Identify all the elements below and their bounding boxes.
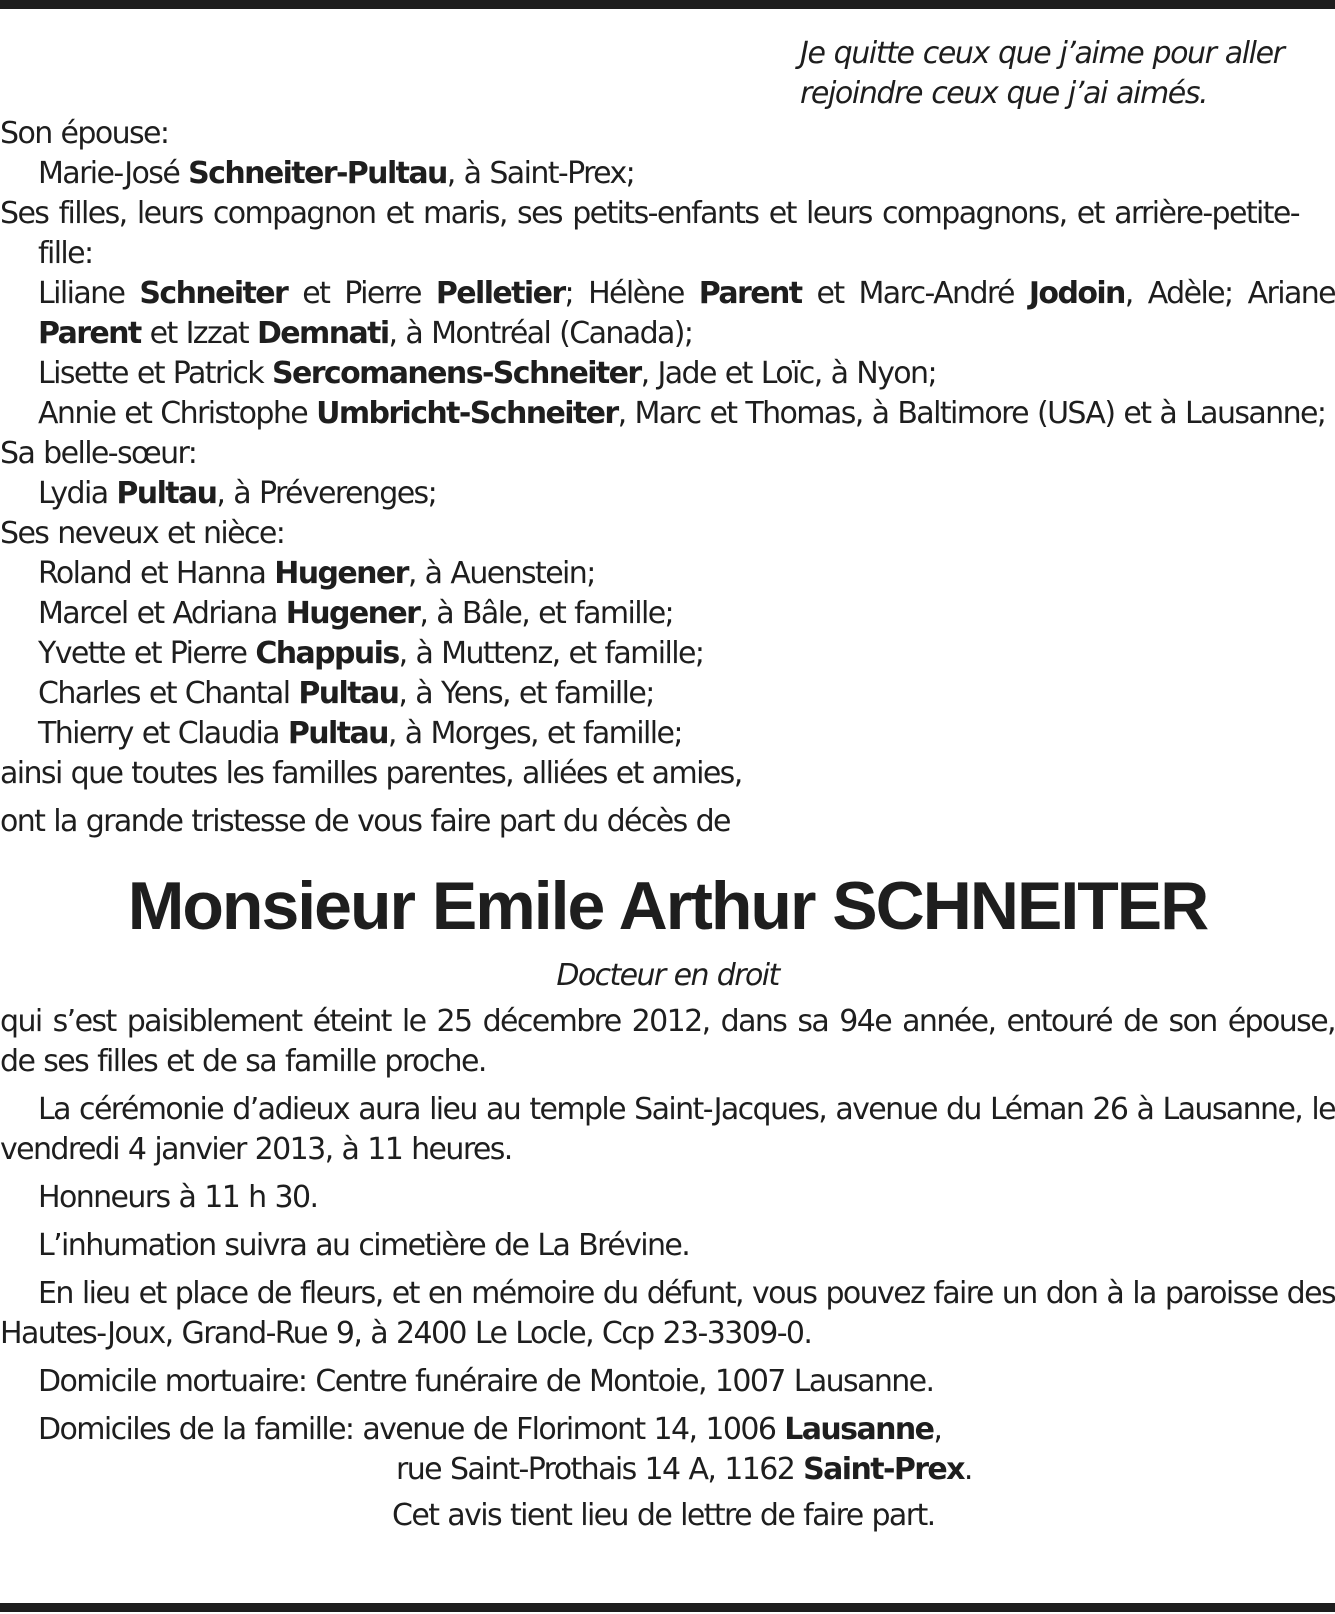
sister-in-law-entry: Lydia Pultau, à Préverenges; xyxy=(38,476,437,511)
surname: Schneiter-Pultau xyxy=(188,156,447,191)
nephews-heading: Ses neveux et nièce: xyxy=(0,516,285,551)
epigraph xyxy=(800,34,1335,114)
nephew-entry: Thierry et Claudia Pultau, à Morges, et famille; xyxy=(38,716,682,751)
daughters-entry: Liliane Schneiter et Pierre Pelletier; Hélène Parent et Marc-André Jodoin, Adèle; Ariane Parent et Izzat Demnati, à Montréal (Canada); xyxy=(38,276,1335,351)
families-line: ainsi que toutes les familles parentes, alliées et amies, xyxy=(0,756,742,791)
daughters-entry: Annie et Christophe Umbricht-Schneiter, Marc et Thomas, à Baltimore (USA) et à Lausanne; xyxy=(38,396,1326,431)
family-homes-line: Domiciles de la famille: avenue de Florimont 14, 1006 Lausanne, xyxy=(38,1412,942,1447)
family-homes-line-2: rue Saint-Prothais 14 A, 1162 Saint-Prex. xyxy=(396,1452,972,1487)
death-paragraph: qui s’est paisiblement éteint le 25 décembre 2012, dans sa 94e année, entouré de son épouse, de ses filles et de sa famille proche. xyxy=(0,1004,1335,1079)
nephew-entry: Roland et Hanna Hugener, à Auenstein; xyxy=(38,556,595,591)
closing-line: Cet avis tient lieu de lettre de faire part. xyxy=(392,1498,935,1533)
obituary-notice xyxy=(0,34,1335,1536)
deceased-title: Docteur en droit xyxy=(556,958,779,993)
sister-in-law-heading: Sa belle-sœur: xyxy=(0,436,197,471)
epigraph-line: Je quitte ceux que j’aime pour aller xyxy=(800,36,1284,71)
daughters-entry: Lisette et Patrick Sercomanens-Schneiter, Jade et Loïc, à Nyon; xyxy=(38,356,936,391)
announce-line: ont la grande tristesse de vous faire part du décès de xyxy=(0,804,730,839)
burial-line: L’inhumation suivra au cimetière de La Brévine. xyxy=(38,1228,690,1263)
daughters-heading: Ses filles, leurs compagnon et maris, ses petits-enfants et leurs compagnons, et arrière-petite-fille: xyxy=(0,196,1299,271)
nephew-entry: Charles et Chantal Pultau, à Yens, et famille; xyxy=(38,676,654,711)
top-rule xyxy=(0,0,1335,9)
donation-paragraph: En lieu et place de fleurs, et en mémoire du défunt, vous pouvez faire un don à la paroisse des Hautes-Joux, Grand-Rue 9, à 2400 Le Locle, Ccp 23-3309-0. xyxy=(0,1276,1335,1351)
bottom-rule xyxy=(0,1603,1335,1612)
nephew-entry: Marcel et Adriana Hugener, à Bâle, et famille; xyxy=(38,596,674,631)
epigraph-line: rejoindre ceux que j’ai aimés. xyxy=(800,76,1208,111)
deceased-name: Monsieur Emile Arthur SCHNEITER xyxy=(127,868,1208,944)
mortuary-line: Domicile mortuaire: Centre funéraire de Montoie, 1007 Lausanne. xyxy=(38,1364,934,1399)
ceremony-paragraph: La cérémonie d’adieux aura lieu au temple Saint-Jacques, avenue du Léman 26 à Lausanne, le vendredi 4 janvier 2013, à 11 heures. xyxy=(0,1092,1335,1167)
spouse-entry: Marie-José Schneiter-Pultau, à Saint-Prex; xyxy=(38,156,635,191)
honors-line: Honneurs à 11 h 30. xyxy=(38,1180,318,1215)
nephew-entry: Yvette et Pierre Chappuis, à Muttenz, et famille; xyxy=(38,636,704,671)
spouse-heading: Son épouse: xyxy=(0,116,169,151)
